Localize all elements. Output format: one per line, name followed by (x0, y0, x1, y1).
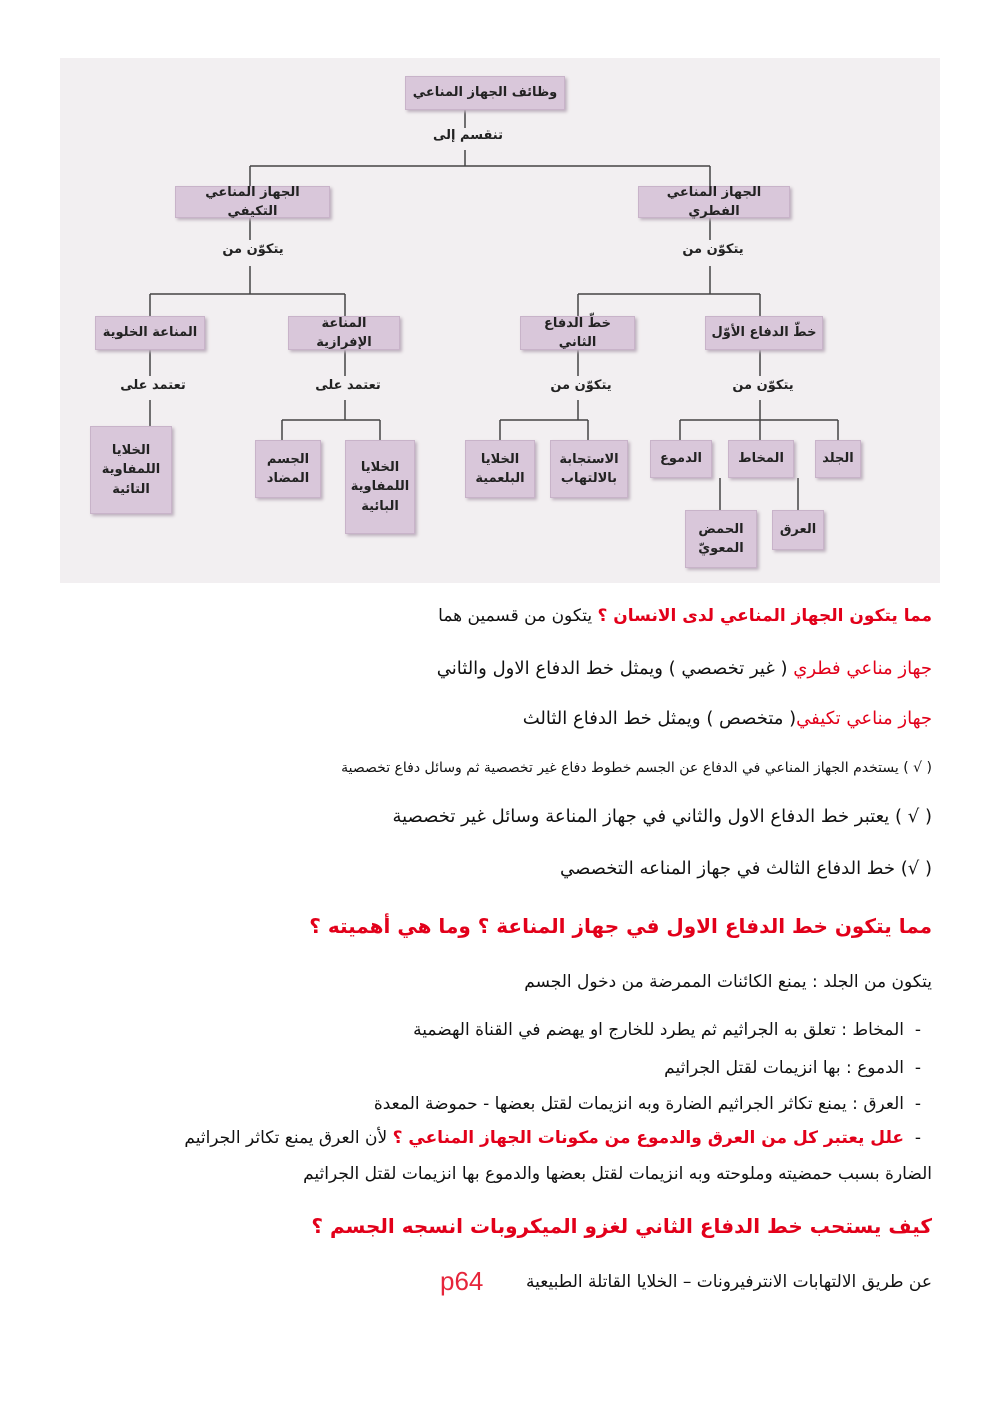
check-item (341, 760, 932, 776)
label-innate-consists: يتكوّن من (670, 242, 756, 257)
q2-question: مما يتكون خط الدفاع الاول في جهاز المناعة ؟ وما هي أهميته ؟ (309, 914, 932, 938)
why-answer: لأن العرق يمنع تكاثر الجراثيم (184, 1128, 388, 1148)
node-t-cells: الخلايا اللمفاوية التائية (90, 426, 172, 514)
list-item: -العرق : يمنع تكاثر الجراثيم الضارة وبه انزيمات لقتل بعضها - حموضة المعدة (373, 1094, 922, 1114)
node-b-cells: الخلايا اللمفاوية البائية (345, 440, 415, 534)
node-sweat: العرق (772, 510, 824, 550)
check-text: يستخدم الجهاز المناعي في الدفاع عن الجسم خطوط دفاع غير تخصصية ثم وسائل دفاع تخصصية (341, 760, 899, 776)
check-item (560, 858, 932, 879)
bullet-text: الدموع : بها انزيمات لقتل الجراثيم (664, 1058, 904, 1078)
check-mark: ( √ ) (903, 760, 932, 776)
q1-adaptive-label: جهاز مناعي تكيفي (796, 708, 932, 729)
node-root: وظائف الجهاز المناعي (405, 76, 565, 110)
q1-adaptive-line (523, 708, 932, 729)
why-answer-cont: الضارة بسبب حمضيته وملوحته وبه انزيمات لقتل بعضها والدموع بها انزيمات لقتل الجراثيم (303, 1164, 932, 1184)
q3-answer: عن طريق الالتهابات الانترفيرونات – الخلايا القاتلة الطبيعية (526, 1272, 932, 1292)
node-mucus: المخاط (728, 440, 794, 478)
label-adaptive-consists: يتكوّن من (210, 242, 296, 257)
node-inflammation: الاستجابة بالالتهاب (550, 440, 628, 498)
label-cellular-relies: تعتمد على (110, 378, 196, 393)
q2-line1: يتكون من الجلد : يمنع الكائنات الممرضة من دخول الجسم (524, 972, 932, 992)
page-number: p64 (440, 1266, 484, 1296)
list-item: -الدموع : بها انزيمات لقتل الجراثيم (664, 1058, 922, 1078)
node-first-line: خطّ الدفاع الأوّل (705, 316, 823, 350)
list-item: -علل يعتبر كل من العرق والدموع من مكونات الجهاز المناعي ؟ لأن العرق يمنع تكاثر الجراثيم (184, 1128, 922, 1148)
node-second-line: خطّ الدفاع الثاني (520, 316, 635, 350)
label-second-consists: يتكوّن من (538, 378, 624, 393)
list-item: -المخاط : تعلق به الجراثيم ثم يطرد للخارج او يهضم في القناة الهضمية (413, 1020, 922, 1040)
label-first-consists: يتكوّن من (720, 378, 806, 393)
node-adaptive: الجهاز المناعي التكيفي (175, 186, 330, 218)
node-cellular: المناعة الخلوية (95, 316, 205, 350)
label-humoral-relies: تعتمد على (305, 378, 391, 393)
q1-answer: يتكون من قسمين هما (438, 606, 593, 626)
node-innate: الجهاز المناعي الفطري (638, 186, 790, 218)
q1-innate-label: جهاز مناعي فطري (793, 658, 932, 679)
node-stomach-acid: الحمض المعويّ (685, 510, 757, 568)
check-text: خط الدفاع الثالث في جهاز المناعه التخصصي (559, 858, 896, 879)
why-question: علل يعتبر كل من العرق والدموع من مكونات الجهاز المناعي ؟ (392, 1128, 904, 1148)
q1-adaptive-desc: ( متخصص ) ويمثل خط الدفاع الثالث (522, 708, 797, 729)
check-item (392, 806, 932, 827)
bullet-text: العرق : يمنع تكاثر الجراثيم الضارة وبه انزيمات لقتل بعضها - حموضة المعدة (373, 1094, 904, 1114)
q1-innate-line (437, 658, 932, 679)
bullet-text: المخاط : تعلق به الجراثيم ثم يطرد للخارج او يهضم في القناة الهضمية (413, 1020, 904, 1040)
node-antibody: الجسم المضاد (255, 440, 321, 498)
node-humoral: المناعة الإفرازية (288, 316, 400, 350)
label-divides-into: تنقسم إلى (425, 128, 511, 143)
check-mark: ( √) (900, 858, 932, 879)
node-skin: الجلد (815, 440, 861, 478)
q1-question: مما يتكون الجهاز المناعي لدى الانسان ؟ (597, 606, 932, 626)
q3-question: كيف يستحب خط الدفاع الثاني لغزو الميكروبات انسجه الجسم ؟ (311, 1214, 932, 1238)
check-text: يعتبر خط الدفاع الاول والثاني في جهاز المناعة وسائل غير تخصصية (392, 806, 890, 827)
q1-innate-desc: ( غير تخصصي ) ويمثل خط الدفاع الاول والثاني (436, 658, 788, 679)
immune-system-diagram (60, 58, 940, 583)
check-mark: ( √ ) (895, 806, 932, 827)
q1-line (438, 606, 932, 626)
node-tears: الدموع (650, 440, 712, 478)
node-phagocytes: الخلايا البلعمية (465, 440, 535, 498)
